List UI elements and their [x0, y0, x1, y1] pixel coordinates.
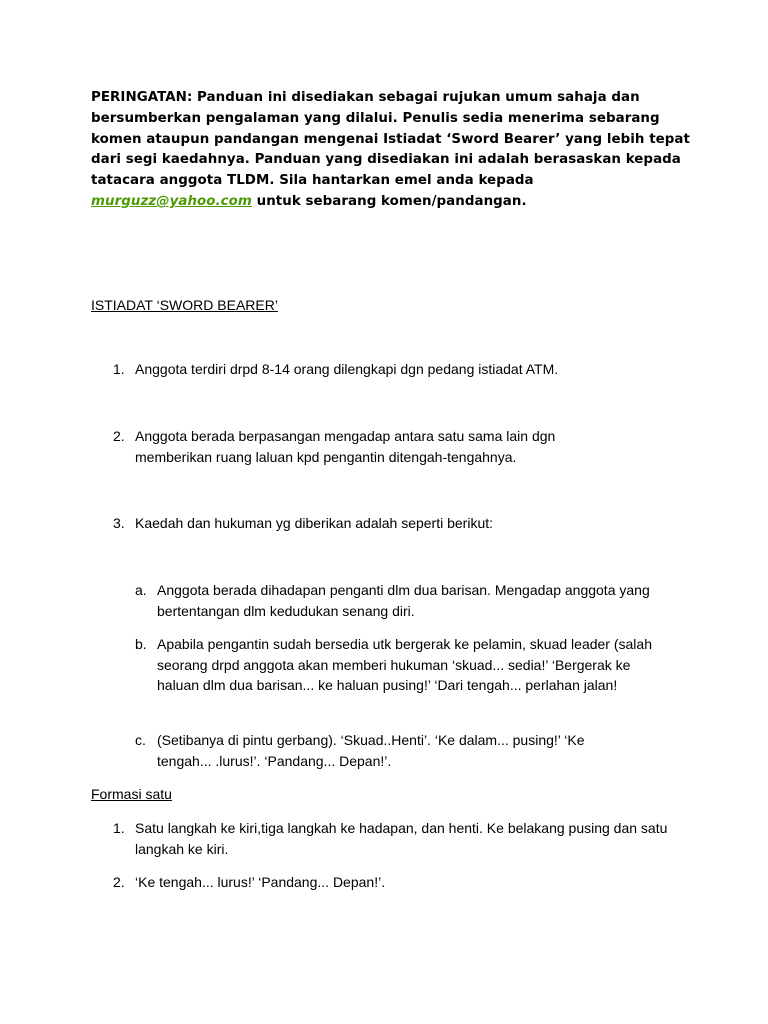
warning-paragraph: [91, 88, 691, 213]
list-number: 2.: [113, 874, 125, 890]
list-text: Anggota terdiri drpd 8-14 orang dilengkapi dgn pedang istiadat ATM.: [135, 361, 559, 377]
list-number: 1.: [113, 361, 125, 377]
email-link[interactable]: murguzz@yahoo.com: [91, 193, 252, 209]
list-text: Kaedah dan hukuman yg diberikan adalah seperti berikut:: [135, 515, 494, 531]
list-number: 3.: [113, 515, 125, 531]
sub-list-text: Apabila pengantin sudah bersedia utk bergerak ke pelamin, skuad leader (salah seorang drpd anggota akan memberi hukuman ‘skuad... sedia!’ ‘Bergerak ke haluan dlm dua barisan... ke haluan pusing!’ ‘Dari tengah... perlahan jalan!: [157, 636, 652, 693]
list-text: Anggota berada berpasangan mengadap antara satu sama lain dgn memberikan ruang laluan kpd pengantin ditengah-tengahnya.: [135, 428, 556, 465]
list-number: 1.: [113, 820, 125, 836]
sub-list-text: Anggota berada dihadapan penganti dlm dua barisan. Mengadap anggota yang bertentangan dlm kedudukan senang diri.: [157, 582, 650, 619]
sub-list-text: (Setibanya di pintu gerbang). ‘Skuad..Henti’. ‘Ke dalam... pusing!’ ‘Ke tengah... .lurus!’. ‘Pandang... Depan!’.: [157, 732, 585, 769]
sub-list-letter: c.: [135, 732, 146, 748]
sub-list-letter: a.: [135, 582, 147, 598]
sub-list-letter: b.: [135, 636, 147, 652]
list-number: 2.: [113, 428, 125, 444]
list-text: ‘Ke tengah... lurus!’ ‘Pandang... Depan!’.: [135, 874, 386, 890]
warning-text-before: PERINGATAN: Panduan ini disediakan sebagai rujukan umum sahaja dan bersumberkan pengalaman yang dilalui. Penulis sedia menerima sebarang komen ataupun pandangan mengenai Istiadat ‘Sword Bearer’ yang lebih tepat dari segi kaedahnya. Panduan yang disediakan ini adalah berasaskan kepada tatacara anggota TLDM. Sila hantarkan emel anda kepada: [91, 90, 690, 189]
list-text: Satu langkah ke kiri,tiga langkah ke hadapan, dan henti. Ke belakang pusing dan satu langkah ke kiri.: [135, 820, 668, 857]
section-heading: ISTIADAT ‘SWORD BEARER’: [91, 297, 278, 313]
formasi-heading: Formasi satu: [91, 786, 172, 802]
warning-text-after: untuk sebarang komen/pandangan.: [251, 193, 527, 209]
